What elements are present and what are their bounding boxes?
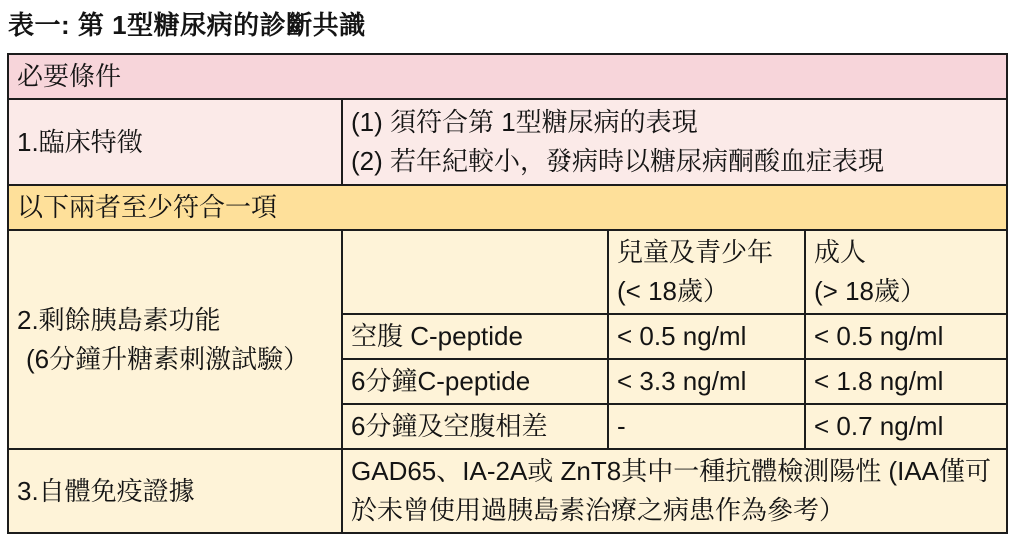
insulin-label-line2: (6分鐘升糖素刺激試驗）: [26, 343, 310, 374]
clinical-criterion-2: (2) 若年紀較小，發病時以糖尿病酮酸血症表現: [351, 146, 885, 176]
fasting-adults-value: < 0.5 ng/ml: [805, 314, 1007, 359]
adults-header-line1: 成人: [814, 237, 867, 267]
sixmin-children-value: < 3.3 ng/ml: [608, 359, 805, 404]
row-clinical-criteria: [342, 99, 1007, 185]
column-header-children: [608, 230, 805, 314]
test-name-fasting: 空腹 C-peptide: [342, 314, 608, 359]
row-clinical-label: 1.臨床特徵: [8, 99, 342, 185]
clinical-criterion-1: (1) 須符合第 1型糖尿病的表現: [351, 107, 698, 137]
row-autoimmune-label: 3.自體免疫證據: [8, 449, 342, 533]
fasting-children-value: < 0.5 ng/ml: [608, 314, 805, 359]
column-header-adults: [805, 230, 1007, 314]
section-header-required: 必要條件: [8, 54, 1007, 99]
sixmin-adults-value: < 1.8 ng/ml: [805, 359, 1007, 404]
difference-adults-value: < 0.7 ng/ml: [805, 404, 1007, 449]
row-insulin-label: [8, 230, 342, 449]
insulin-label-line1: 2.剩餘胰島素功能: [17, 304, 221, 335]
children-header-line1: 兒童及青少年: [617, 237, 774, 267]
diagnosis-consensus-table: [7, 53, 1008, 534]
table-title: 表一: 第 1型糖尿病的診斷共識: [8, 10, 366, 40]
children-header-line2: (< 18歲）: [617, 276, 729, 306]
test-name-difference: 6分鐘及空腹相差: [342, 404, 608, 449]
difference-children-value: -: [608, 404, 805, 449]
subtable-corner-cell: [342, 230, 608, 314]
test-name-6min: 6分鐘C-peptide: [342, 359, 608, 404]
adults-header-line2: (> 18歲）: [814, 276, 926, 306]
row-autoimmune-value: GAD65、IA-2A或 ZnT8其中一種抗體檢測陽性 (IAA僅可於未曾使用過胰島素治療之病患作為參考）: [342, 449, 1007, 533]
section-header-either: 以下兩者至少符合一項: [8, 185, 1007, 230]
